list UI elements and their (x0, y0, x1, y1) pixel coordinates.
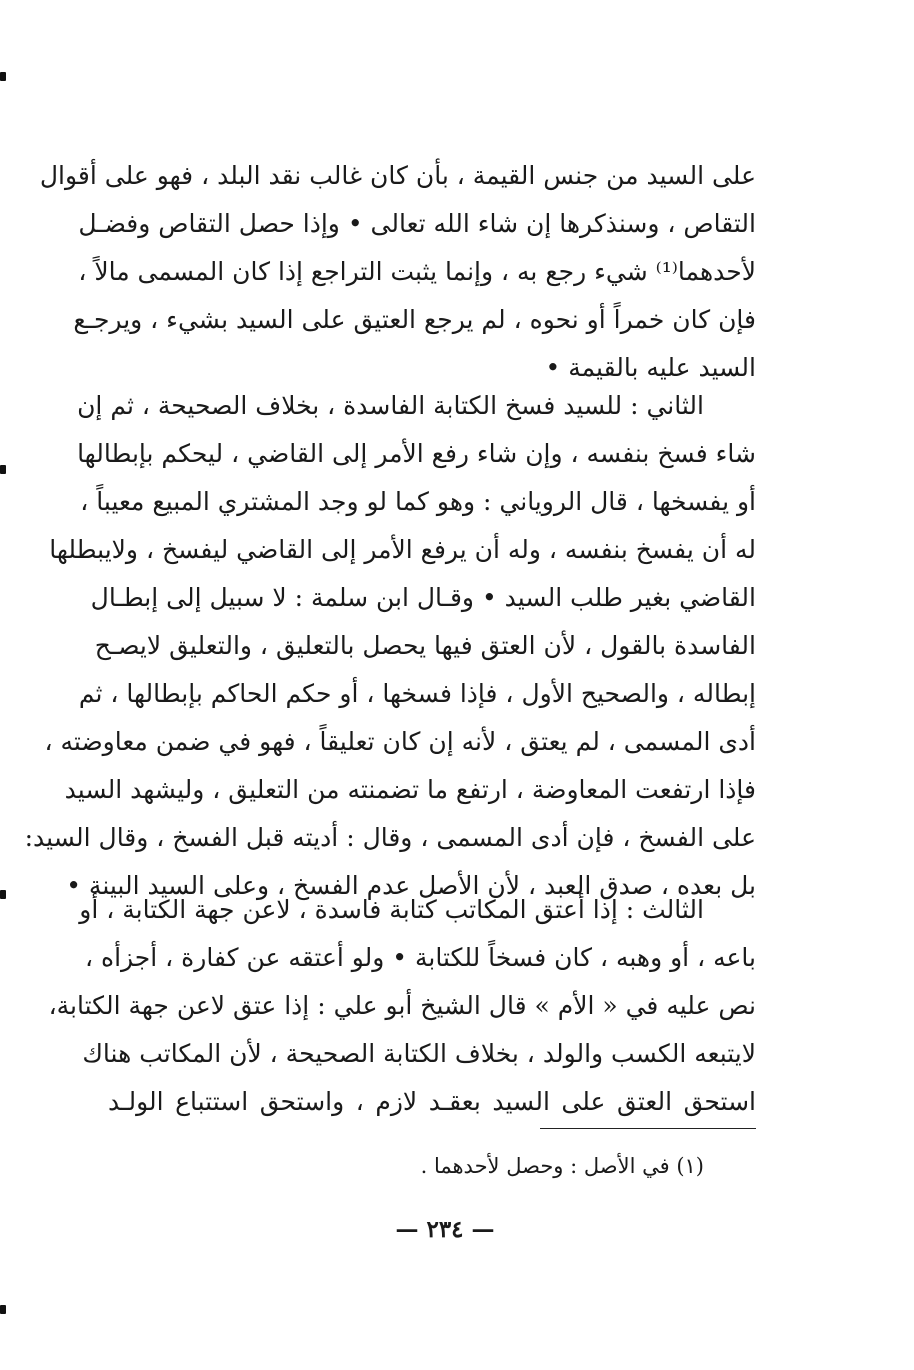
text-line: باعه ، أو وهبه ، كان فسخاً للكتابة • ولو أعتقه عن كفارة ، أجزأه ، (84, 943, 756, 972)
text-line: السيد عليه بالقيمة • (545, 353, 756, 382)
text-line: شاء فسخ بنفسه ، وإن شاء رفع الأمر إلى القاضي ، ليحكم بإبطالها (77, 439, 756, 468)
text-line: القاضي بغير طلب السيد • وقـال ابن سلمة : لا سبيل إلى إبطـال (90, 583, 756, 612)
text-line: الفاسدة بالقول ، لأن العتق فيها يحصل بالتعليق ، والتعليق لايصـح (94, 631, 756, 660)
scan-edge-mark (0, 465, 6, 474)
scan-edge-mark (0, 1305, 6, 1314)
text-line: له أن يفسخ بنفسه ، وله أن يرفع الأمر إلى القاضي ليفسخ ، ولايبطلها (49, 535, 756, 564)
paragraph-1 (39, 152, 756, 392)
paragraph-3 (48, 886, 756, 1126)
text-line: فإذا ارتفعت المعاوضة ، ارتفع ما تضمنته من التعليق ، وليشهد السيد (64, 775, 756, 804)
scan-edge-mark (0, 890, 6, 899)
text-line: لايتبعه الكسب والولد ، بخلاف الكتابة الصحيحة ، لأن المكاتب هناك (82, 1039, 756, 1068)
text-line: الثاني : للسيد فسخ الكتابة الفاسدة ، بخلاف الصحيحة ، ثم إن (77, 391, 704, 420)
text-line: فإن كان خمراً أو نحوه ، لم يرجع العتيق على السيد بشيء ، ويرجـع (73, 305, 756, 334)
text-line: الثالث : إذا أعتق المكاتب كتابة فاسدة ، لاعن جهة الكتابة ، أو (79, 895, 704, 924)
page-number: — ٢٣٤ — (395, 1216, 495, 1243)
text-line: التقاص ، وسنذكرها إن شاء الله تعالى • وإذا حصل التقاص وفضـل (78, 209, 756, 238)
footnote: (١) في الأصل : وحصل لأحدهما . (420, 1154, 704, 1178)
scan-edge-mark (0, 72, 6, 81)
text-line: نص عليه في « الأم » قال الشيخ أبو علي : إذا عتق لاعن جهة الكتابة، (48, 991, 756, 1020)
text-line: بل بعده ، صدق العبد ، لأن الأصل عدم الفسخ ، وعلى السيد البينة • (66, 871, 756, 900)
text-line: استحق العتق على السيد بعقـد لازم ، واستحق استتباع الولـد (108, 1087, 756, 1116)
text-line: على السيد من جنس القيمة ، بأن كان غالب نقد البلد ، فهو على أقوال (39, 161, 756, 190)
footnote-divider (540, 1128, 756, 1129)
text-line: إبطاله ، والصحيح الأول ، فإذا فسخها ، أو حكم الحاكم بإبطالها ، ثم (78, 679, 756, 708)
text-line: لأحدهما⁽¹⁾ شيء رجع به ، وإنما يثبت التراجع إذا كان المسمى مالاً ، (78, 257, 756, 286)
text-line: أدى المسمى ، لم يعتق ، لأنه إن كان تعليقاً ، فهو في ضمن معاوضته ، (44, 727, 756, 756)
text-line: على الفسخ ، فإن أدى المسمى ، وقال : أديته قبل الفسخ ، وقال السيد: (24, 823, 756, 852)
text-line: أو يفسخها ، قال الروياني : وهو كما لو وجد المشتري المبيع معيباً ، (80, 487, 756, 516)
